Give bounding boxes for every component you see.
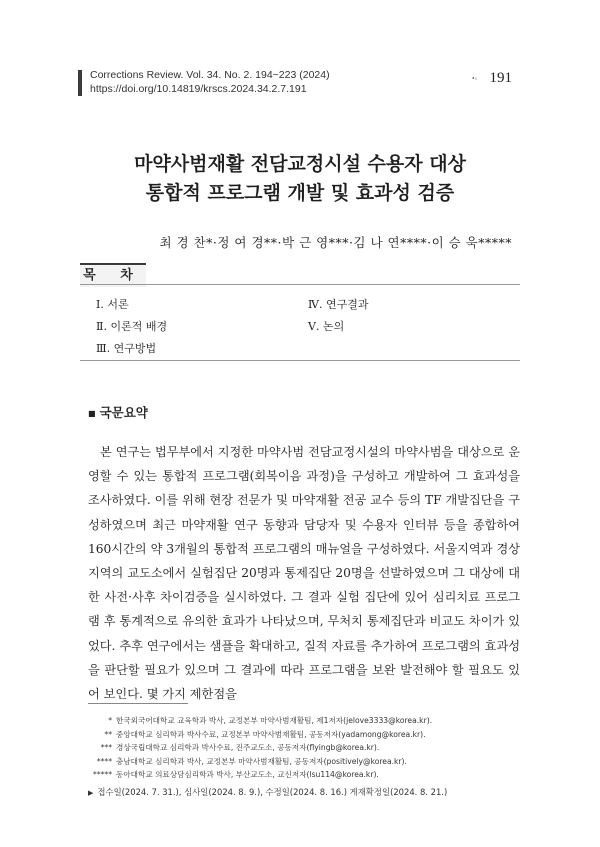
toc-heading: 목 차	[80, 263, 146, 287]
footnotes	[88, 714, 528, 782]
square-bullet-icon: ■	[88, 409, 96, 418]
title-line-2: 통합적 프로그램 개발 및 효과성 검증	[145, 182, 455, 204]
footnote-text: 동아대학교 의료상담심리학과 박사, 부산교도소, 교신저자(lsu114@korea.kr).	[116, 770, 379, 779]
summary-heading-label: 국문요약	[99, 405, 148, 420]
author-list: 최 경 찬*·정 여 경**·박 근 영***·김 나 연****·이 승 욱*****	[159, 235, 512, 250]
journal-citation	[90, 68, 330, 96]
doi-line[interactable]: https://doi.org/10.14819/krscs.2024.34.2.7.191	[90, 83, 307, 95]
paper-title	[0, 150, 600, 208]
toc-item-background[interactable]: Ⅱ. 이론적 배경	[96, 320, 168, 333]
dot-icon: •◦	[471, 74, 478, 84]
page-number	[472, 70, 512, 87]
footnote-mark: **	[104, 729, 112, 739]
footnote-mark: ***	[100, 743, 112, 752]
toc-item-intro[interactable]: Ⅰ. 서론	[96, 298, 129, 311]
journal-line: Corrections Review. Vol. 34. No. 2. 194~223 (2024)	[90, 69, 330, 81]
toc-bottom-rule	[80, 360, 520, 361]
footnote-item	[88, 768, 528, 782]
footnote-item	[88, 741, 528, 755]
abstract-body: 본 연구는 법무부에서 지정한 마약사범 전담교정시설의 마약사범을 대상으로 운영할 수 있는 통합적 프로그램(회복이음 과정)을 구성하고 개발하여 그 효과성을 조사하였다. 이를 위해 현장 전문가 및 마약재활 전공 교수 등의 TF 개발집단을 구성하였으며 최근 마약재활 연구 동향과 담당자 및 수용자 인터뷰 등을 종합하여 160시간의 약 3개월의 통합적 프로그램의 매뉴얼을 구성하였다. 서울지역과 경상지역의 교도소에서 실험집단 20명과 통제집단 20명을 선발하였으며 그 대상에 대한 사전·사후 차이검증을 실시하였다. 그 결과 실험 집단에 있어 심리치료 프로그램 후 통계적으로 유의한 효과가 나타났으며, 무처치 통제집단과 비교도 차이가 있었다. 추후 연구에서는 샘플을 확대하고, 질적 자료를 추가하여 프로그램의 효과성을 판단할 필요가 있으며 그 결과에 따라 프로그램을 보완 발전해야 할 필요도 있어 보인다. 몇 가지 제한점을	[88, 445, 520, 702]
toc-item-methods[interactable]: Ⅲ. 연구방법	[96, 342, 157, 355]
footnote-mark: *****	[93, 770, 112, 779]
footnote-item	[88, 728, 528, 742]
page-number-value: 191	[489, 70, 512, 86]
summary-heading	[88, 403, 148, 421]
footnote-text: 한국외국어대학교 교육학과 박사, 교정본부 마약사범재활팀, 제1저자(jelove3333@korea.kr).	[116, 716, 433, 725]
footnote-text: 경상국립대학교 심리학과 박사수료, 진주교도소, 공동저자(flyingb@korea.kr).	[116, 743, 380, 752]
footnote-item	[88, 714, 528, 728]
toc-top-rule	[80, 284, 520, 285]
footnote-mark: ****	[96, 756, 112, 766]
toc-item-results[interactable]: Ⅳ. 연구결과	[308, 298, 369, 311]
submission-dates	[88, 786, 447, 798]
footnote-mark: *	[108, 716, 112, 725]
title-line-1: 마약사범재활 전담교정시설 수용자 대상	[134, 153, 466, 175]
footnote-text: 중앙대학교 심리학과 박사수료, 교정본부 마약사범재활팀, 공동저자(yadamong@korea.kr).	[116, 729, 426, 739]
header-accent-bar	[78, 70, 82, 96]
footnote-rule	[88, 703, 188, 704]
toc-item-discussion[interactable]: Ⅴ. 논의	[308, 320, 345, 333]
triangle-bullet-icon: ▶	[88, 789, 94, 797]
footnote-item	[88, 755, 528, 769]
footnote-text: 충남대학교 심리학과 박사, 교정본부 마약사범재활팀, 공동저자(positively@korea.kr).	[116, 756, 407, 766]
dates-text: 접수일(2024. 7. 31.), 심사일(2024. 8. 9.), 수정일(2024. 8. 16.) 게재확정일(2024. 8. 21.)	[97, 787, 448, 797]
